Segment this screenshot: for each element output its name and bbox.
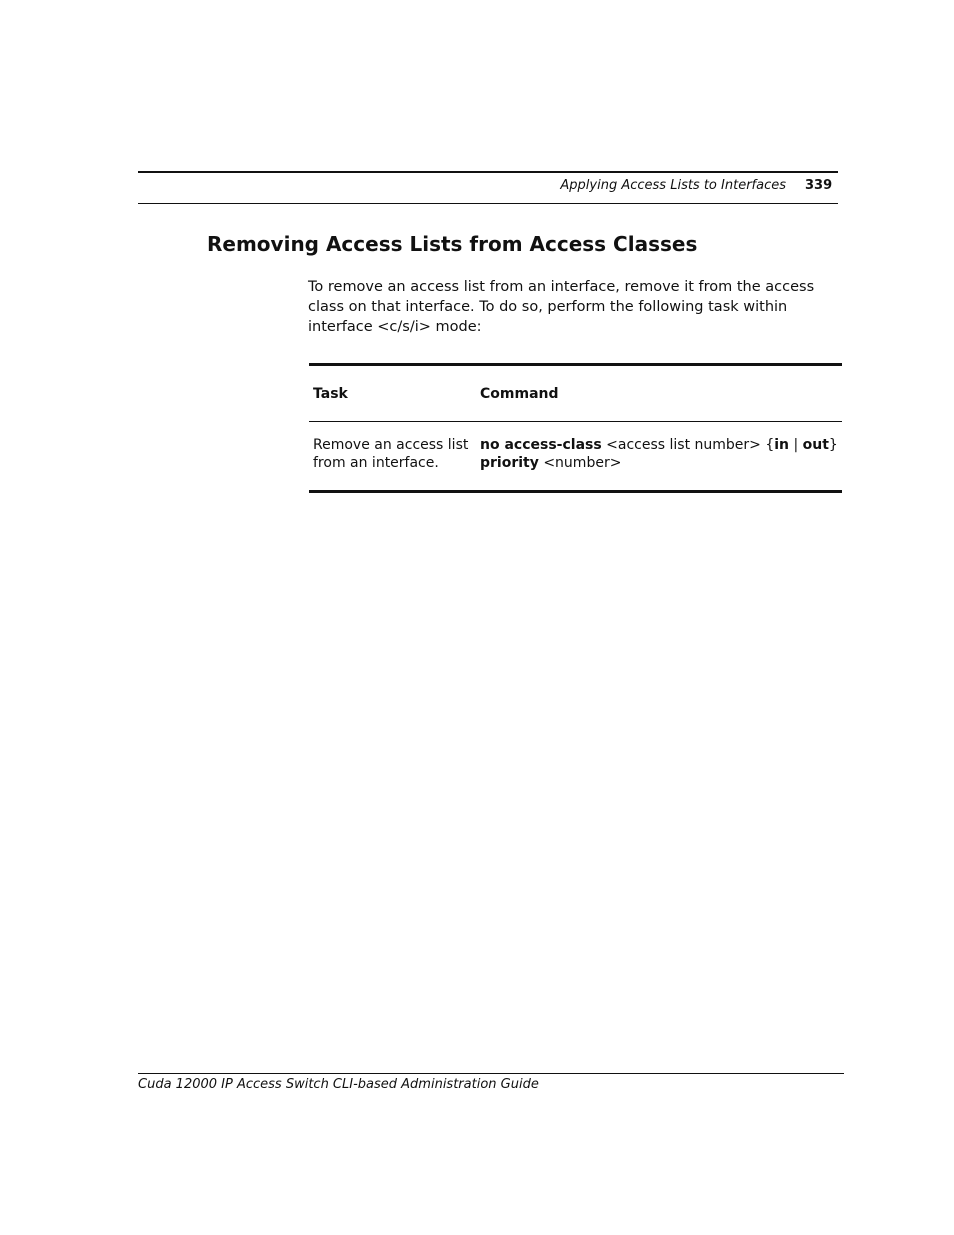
command-keyword-priority: priority [480, 455, 539, 471]
column-header-task: Task [313, 385, 348, 402]
header-rule-bottom [138, 203, 838, 204]
table-header-row [309, 365, 842, 422]
page-number: 339 [805, 178, 833, 193]
table-body [309, 422, 842, 492]
task-command-table [309, 363, 842, 493]
command-close-brace: } [828, 437, 838, 453]
footer-rule [138, 1073, 844, 1074]
table-header [309, 365, 842, 422]
task-cell: Remove an access list from an interface. [313, 437, 469, 471]
command-keyword-no-access-class: no access-class [480, 437, 602, 453]
command-keyword-out: out [802, 437, 829, 453]
running-head: Applying Access Lists to Interfaces [560, 178, 786, 193]
command-cell [476, 422, 842, 492]
command-keyword-in: in [774, 437, 789, 453]
command-separator: | [789, 437, 803, 453]
footer-text: Cuda 12000 IP Access Switch CLI-based Administration Guide [138, 1077, 539, 1092]
intro-paragraph: To remove an access list from an interface, remove it from the access class on that interface. To do so, perform the following task within interface <c/s/i> mode: [308, 279, 815, 335]
command-arg-access-list-number: <access list number> { [601, 437, 775, 453]
header-rule-top [138, 171, 838, 173]
table-row [309, 422, 842, 492]
section-title: Removing Access Lists from Access Classes [207, 232, 698, 256]
column-header-command: Command [480, 385, 559, 402]
command-arg-number: <number> [538, 455, 622, 471]
